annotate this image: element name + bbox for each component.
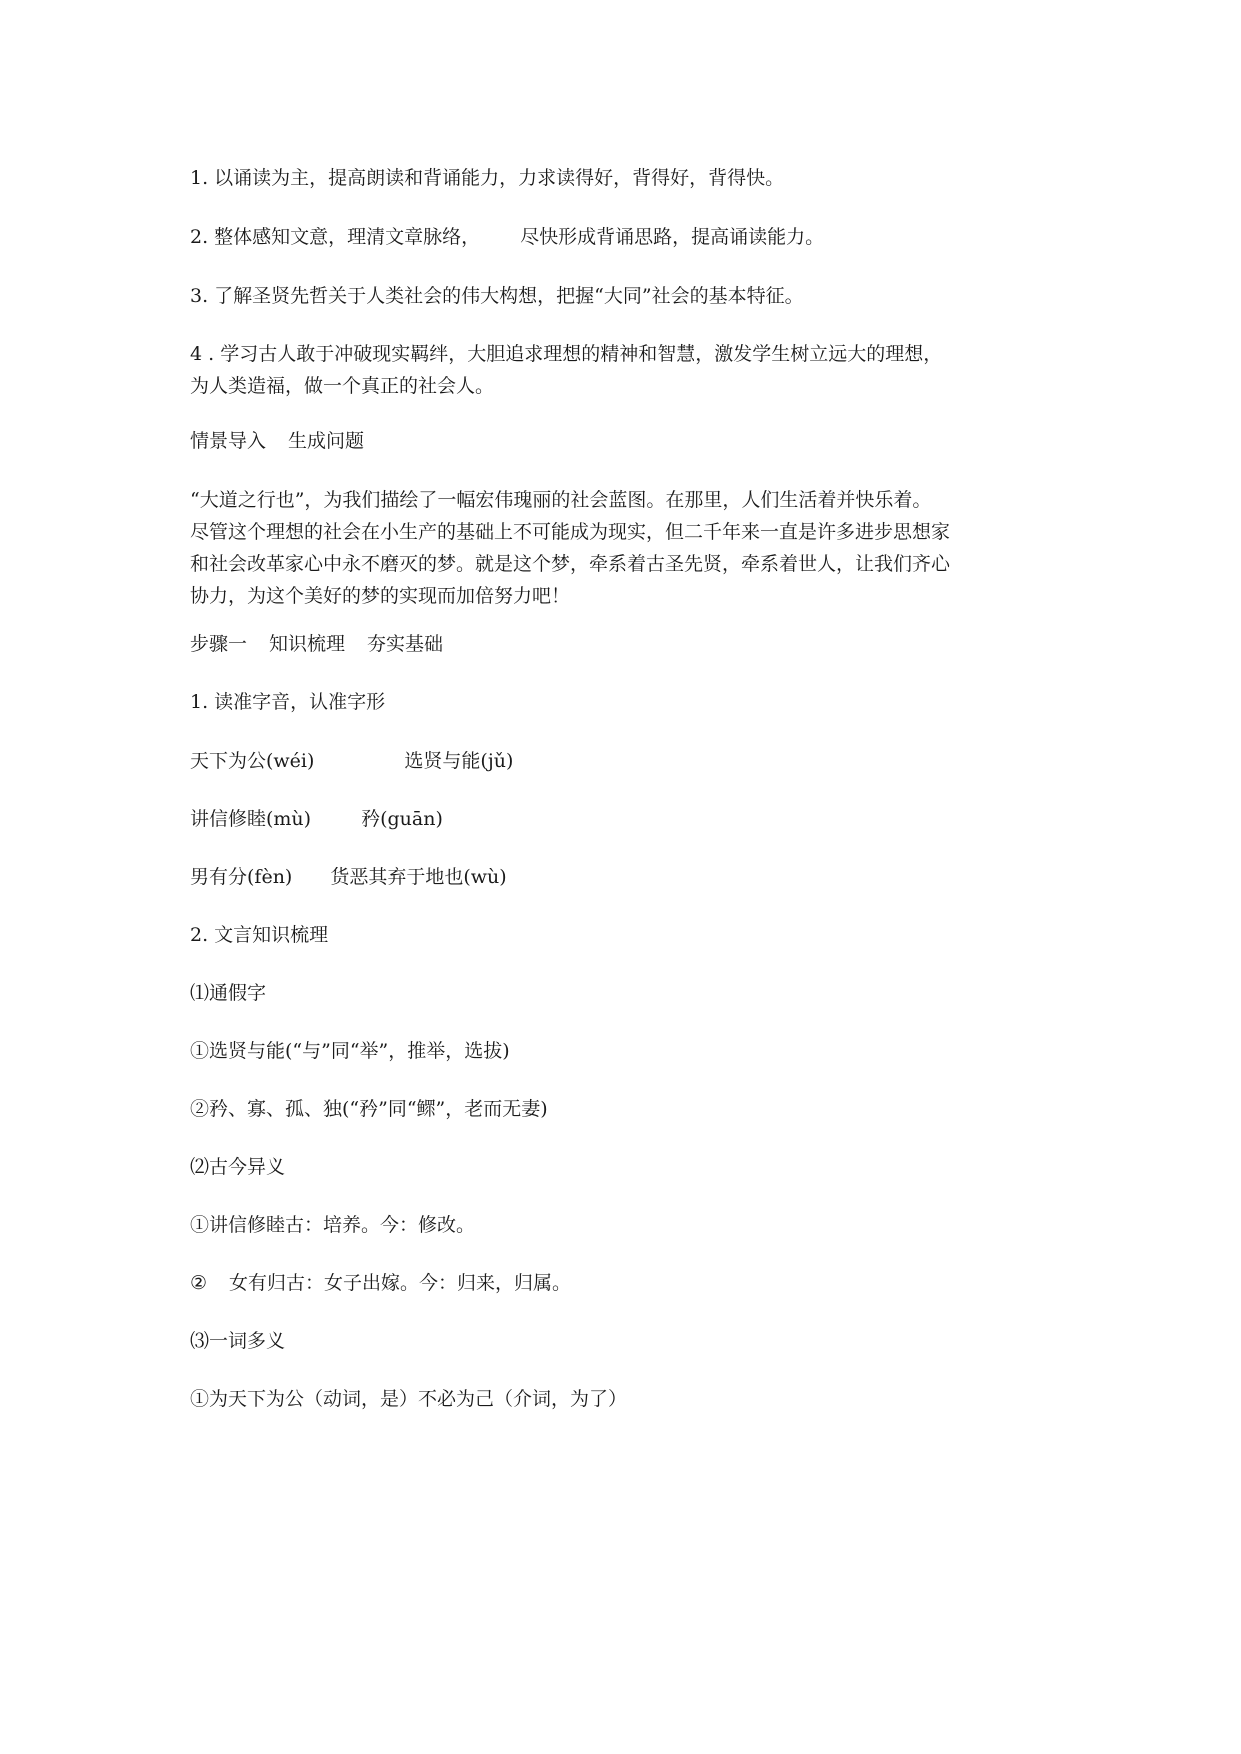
step-one-label-b: 知识梳理 — [269, 633, 346, 655]
step-one-label-a: 步骤一 — [190, 633, 248, 655]
gujin-item-2-number: ② — [190, 1272, 208, 1294]
gujin-item-2 — [190, 1267, 1060, 1299]
pronunciation-heading: 1. 读准字音，认准字形 — [190, 691, 386, 713]
pron-item-wu: 货恶其弃于地也(wù) — [330, 866, 507, 888]
tongjiazi-heading: ⑴通假字 — [190, 982, 267, 1004]
gujin-heading: ⑵古今异义 — [190, 1156, 286, 1178]
step-one-label-c: 夯实基础 — [367, 633, 444, 655]
objective-4-line-2: 为人类造福，做一个真正的社会人。 — [190, 375, 495, 397]
duoyi-item-1: ①为天下为公（动词，是）不必为己（介词，为了） — [190, 1388, 628, 1410]
gujin-item-1: ①讲信修睦古：培养。今：修改。 — [190, 1214, 476, 1236]
pronunciation-row-3 — [190, 861, 1060, 893]
pron-item-xuanxian: 选贤与能(jǔ) — [404, 750, 514, 772]
intro-line-2: 尽管这个理想的社会在小生产的基础上不可能成为现实，但二千年来一直是许多进步思想家 — [190, 521, 951, 543]
gujin-item-2-text: 女有归古：女子出嫁。今：归来，归属。 — [229, 1272, 572, 1294]
step-one-heading — [190, 628, 1060, 660]
objective-2-part-b: 尽快形成背诵思路，提高诵读能力。 — [520, 226, 825, 248]
tongjiazi-item-2: ②矜、寡、孤、独(“矜”同“鳏”，老而无妻) — [190, 1098, 548, 1120]
intro-line-4: 协力，为这个美好的梦的实现而加倍努力吧！ — [190, 585, 571, 607]
intro-heading-b: 生成问题 — [288, 430, 365, 452]
pronunciation-row-2 — [190, 803, 1060, 835]
duoyi-heading: ⑶一词多义 — [190, 1330, 286, 1352]
intro-paragraph — [190, 484, 1060, 612]
pronunciation-row-1 — [190, 745, 1060, 777]
objective-1: 1. 以诵读为主，提高朗读和背诵能力，力求读得好，背得好，背得快。 — [190, 167, 785, 189]
intro-heading-a: 情景导入 — [190, 430, 267, 452]
objective-4-line-1: 4 . 学习古人敢于冲破现实羁绊，大胆追求理想的精神和智慧，激发学生树立远大的理想， — [190, 343, 943, 365]
objective-2-part-a: 2. 整体感知文意，理清文章脉络， — [190, 226, 481, 248]
intro-line-3: 和社会改革家心中永不磨灭的梦。就是这个梦，牵系着古圣先贤，牵系着世人，让我们齐心 — [190, 553, 951, 575]
objective-2 — [190, 221, 1060, 253]
pron-item-weigong: 天下为公(wéi) — [190, 750, 315, 772]
intro-heading — [190, 425, 1060, 457]
classical-heading: 2. 文言知识梳理 — [190, 924, 329, 946]
pron-item-fen: 男有分(fèn) — [190, 866, 293, 888]
objective-4 — [190, 338, 1060, 402]
tongjiazi-item-1: ①选贤与能(“与”同“举”，推举，选拔) — [190, 1040, 510, 1062]
pron-item-xiumu: 讲信修睦(mù) — [190, 808, 312, 830]
intro-line-1: “大道之行也”，为我们描绘了一幅宏伟瑰丽的社会蓝图。在那里，人们生活着并快乐着。 — [190, 489, 932, 511]
objective-3: 3. 了解圣贤先哲关于人类社会的伟大构想，把握“大同”社会的基本特征。 — [190, 285, 804, 307]
pron-item-guan: 矜(guān) — [361, 808, 443, 830]
